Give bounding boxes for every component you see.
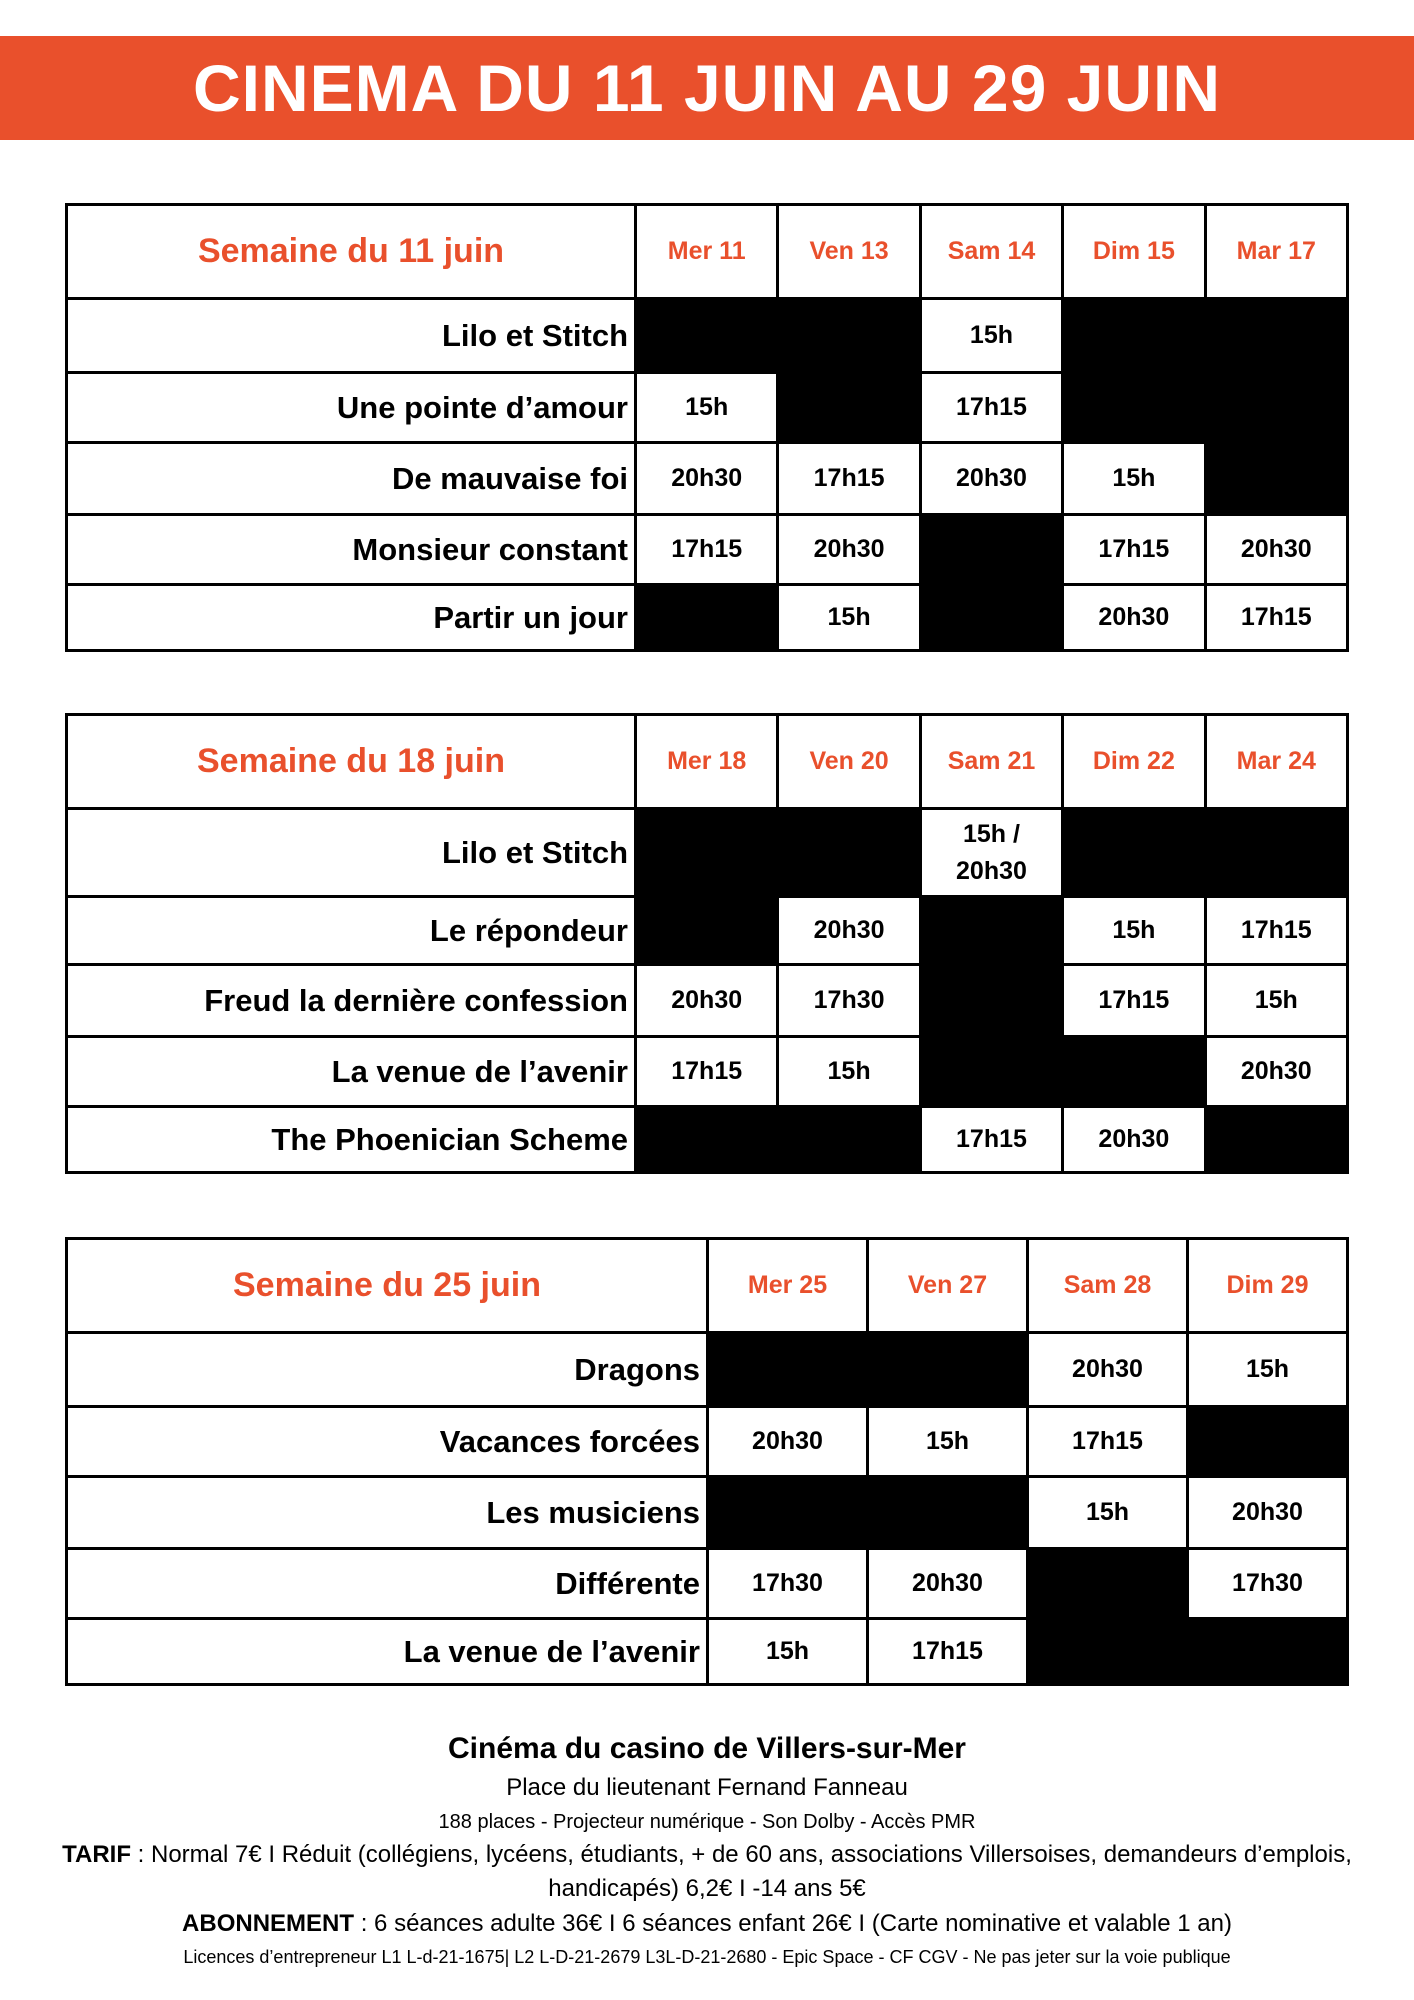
day-header: Mer 18 <box>636 715 778 809</box>
no-showing-cell <box>778 809 920 897</box>
tarif-label: TARIF <box>62 1841 131 1868</box>
film-row <box>67 1107 1348 1173</box>
showtime-cell: 15h / 20h30 <box>920 809 1062 897</box>
film-row <box>67 897 1348 965</box>
day-header: Sam 21 <box>920 715 1062 809</box>
film-title: Une pointe d’amour <box>67 373 636 443</box>
film-title: Différente <box>67 1549 708 1619</box>
film-row <box>67 809 1348 897</box>
film-title: Freud la dernière confession <box>67 965 636 1037</box>
no-showing-cell <box>920 585 1062 651</box>
film-row <box>67 1333 1348 1407</box>
showtime-cell: 15h <box>636 373 778 443</box>
no-showing-cell <box>1205 809 1347 897</box>
showtime-cell: 17h30 <box>1188 1549 1348 1619</box>
day-header: Dim 29 <box>1188 1239 1348 1333</box>
showtime-cell: 17h15 <box>636 1037 778 1107</box>
day-header: Sam 14 <box>920 205 1062 299</box>
film-row <box>67 1407 1348 1477</box>
film-title: La venue de l’avenir <box>67 1619 708 1685</box>
film-row <box>67 965 1348 1037</box>
no-showing-cell <box>636 299 778 373</box>
no-showing-cell <box>636 1107 778 1173</box>
venue-features: 188 places - Projecteur numérique - Son Dolby - Accès PMR <box>438 1811 976 1833</box>
no-showing-cell <box>1188 1407 1348 1477</box>
film-title: Vacances forcées <box>67 1407 708 1477</box>
page-title-banner <box>0 36 1414 140</box>
no-showing-cell <box>868 1333 1028 1407</box>
showtime-cell: 17h15 <box>920 373 1062 443</box>
showtime-cell: 15h <box>1188 1333 1348 1407</box>
film-title: Le répondeur <box>67 897 636 965</box>
day-header: Mer 11 <box>636 205 778 299</box>
no-showing-cell <box>636 897 778 965</box>
no-showing-cell <box>1028 1549 1188 1619</box>
no-showing-cell <box>1188 1619 1348 1685</box>
no-showing-cell <box>1028 1619 1188 1685</box>
week-title: Semaine du 18 juin <box>67 715 636 809</box>
film-title: The Phoenician Scheme <box>67 1107 636 1173</box>
week-schedule-table <box>65 203 1349 652</box>
licences-text: Licences d’entrepreneur L1 L-d-21-1675| L2 L-D-21-2679 L3L-D-21-2680 - Epic Space - CF CGV - Ne pas jeter sur la voie publique <box>183 1947 1231 1967</box>
showtime-cell: 17h15 <box>1028 1407 1188 1477</box>
film-title: Lilo et Stitch <box>67 299 636 373</box>
no-showing-cell <box>1205 299 1347 373</box>
film-title: De mauvaise foi <box>67 443 636 515</box>
showtime-cell: 17h30 <box>708 1549 868 1619</box>
no-showing-cell <box>636 809 778 897</box>
week-schedule-table <box>65 1237 1349 1686</box>
day-header: Ven 20 <box>778 715 920 809</box>
showtime-cell: 20h30 <box>636 443 778 515</box>
showtime-cell: 15h <box>778 585 920 651</box>
film-row <box>67 1037 1348 1107</box>
showtime-cell: 20h30 <box>1205 515 1347 585</box>
week-schedule-table <box>65 713 1349 1174</box>
day-header: Mar 17 <box>1205 205 1347 299</box>
no-showing-cell <box>920 965 1062 1037</box>
film-row <box>67 373 1348 443</box>
showtime-cell: 15h <box>1205 965 1347 1037</box>
day-header: Sam 28 <box>1028 1239 1188 1333</box>
film-title: Dragons <box>67 1333 708 1407</box>
no-showing-cell <box>778 373 920 443</box>
film-title: Lilo et Stitch <box>67 809 636 897</box>
showtime-cell: 20h30 <box>1028 1333 1188 1407</box>
showtime-cell: 20h30 <box>1188 1477 1348 1549</box>
showtime-cell: 15h <box>708 1619 868 1685</box>
film-row <box>67 1619 1348 1685</box>
day-header: Ven 27 <box>868 1239 1028 1333</box>
showtime-cell: 15h <box>778 1037 920 1107</box>
showtime-cell: 17h30 <box>778 965 920 1037</box>
no-showing-cell <box>1063 299 1205 373</box>
showtime-cell: 20h30 <box>708 1407 868 1477</box>
film-row <box>67 299 1348 373</box>
no-showing-cell <box>920 897 1062 965</box>
showtime-cell: 15h <box>1028 1477 1188 1549</box>
film-row <box>67 585 1348 651</box>
abonnement-label: ABONNEMENT <box>182 1910 355 1937</box>
tarif-details: : Normal 7€ I Réduit (collégiens, lycéens, étudiants, + de 60 ans, associations Villersoises, demandeurs d’emplois, handicapés) 6,2€ I -14 ans 5€ <box>131 1841 1352 1902</box>
week-title: Semaine du 25 juin <box>67 1239 708 1333</box>
showtime-cell: 15h <box>868 1407 1028 1477</box>
tarif-text <box>0 1838 1414 1906</box>
abonnement-text <box>0 1906 1414 1942</box>
film-row <box>67 1549 1348 1619</box>
film-row <box>67 443 1348 515</box>
showtime-cell: 20h30 <box>920 443 1062 515</box>
showtime-cell: 15h <box>1063 897 1205 965</box>
showtime-cell: 17h15 <box>1063 965 1205 1037</box>
day-header: Dim 15 <box>1063 205 1205 299</box>
page-title: CINEMA DU 11 JUIN AU 29 JUIN <box>192 51 1222 125</box>
showtime-cell: 15h <box>1063 443 1205 515</box>
no-showing-cell <box>1063 1037 1205 1107</box>
no-showing-cell <box>1205 1107 1347 1173</box>
showtime-cell: 20h30 <box>778 515 920 585</box>
showtime-cell: 17h15 <box>1063 515 1205 585</box>
no-showing-cell <box>1063 809 1205 897</box>
no-showing-cell <box>1063 373 1205 443</box>
film-row <box>67 515 1348 585</box>
no-showing-cell <box>1205 443 1347 515</box>
film-title: Les musiciens <box>67 1477 708 1549</box>
week-title: Semaine du 11 juin <box>67 205 636 299</box>
film-row <box>67 1477 1348 1549</box>
abonnement-details: : 6 séances adulte 36€ I 6 séances enfant 26€ I (Carte nominative et valable 1 an) <box>354 1910 1232 1937</box>
showtime-cell: 20h30 <box>636 965 778 1037</box>
no-showing-cell <box>778 1107 920 1173</box>
showtime-cell: 17h15 <box>920 1107 1062 1173</box>
day-header: Ven 13 <box>778 205 920 299</box>
showtime-cell: 20h30 <box>1063 585 1205 651</box>
showtime-cell: 20h30 <box>868 1549 1028 1619</box>
showtime-cell: 20h30 <box>1205 1037 1347 1107</box>
cinema-info-footer <box>0 1728 1414 1972</box>
venue-address: Place du lieutenant Fernand Fanneau <box>506 1774 908 1801</box>
no-showing-cell <box>708 1333 868 1407</box>
showtime-cell: 17h15 <box>1205 897 1347 965</box>
showtime-cell: 15h <box>920 299 1062 373</box>
film-title: Partir un jour <box>67 585 636 651</box>
no-showing-cell <box>778 299 920 373</box>
showtime-cell: 17h15 <box>636 515 778 585</box>
no-showing-cell <box>920 1037 1062 1107</box>
day-header: Mar 24 <box>1205 715 1347 809</box>
no-showing-cell <box>1205 373 1347 443</box>
no-showing-cell <box>868 1477 1028 1549</box>
day-header: Mer 25 <box>708 1239 868 1333</box>
no-showing-cell <box>920 515 1062 585</box>
film-title: La venue de l’avenir <box>67 1037 636 1107</box>
showtime-cell: 20h30 <box>1063 1107 1205 1173</box>
no-showing-cell <box>708 1477 868 1549</box>
day-header: Dim 22 <box>1063 715 1205 809</box>
showtime-cell: 20h30 <box>778 897 920 965</box>
no-showing-cell <box>636 585 778 651</box>
film-title: Monsieur constant <box>67 515 636 585</box>
showtime-cell: 17h15 <box>1205 585 1347 651</box>
showtime-cell: 17h15 <box>868 1619 1028 1685</box>
venue-name: Cinéma du casino de Villers-sur-Mer <box>448 1732 966 1765</box>
showtime-cell: 17h15 <box>778 443 920 515</box>
